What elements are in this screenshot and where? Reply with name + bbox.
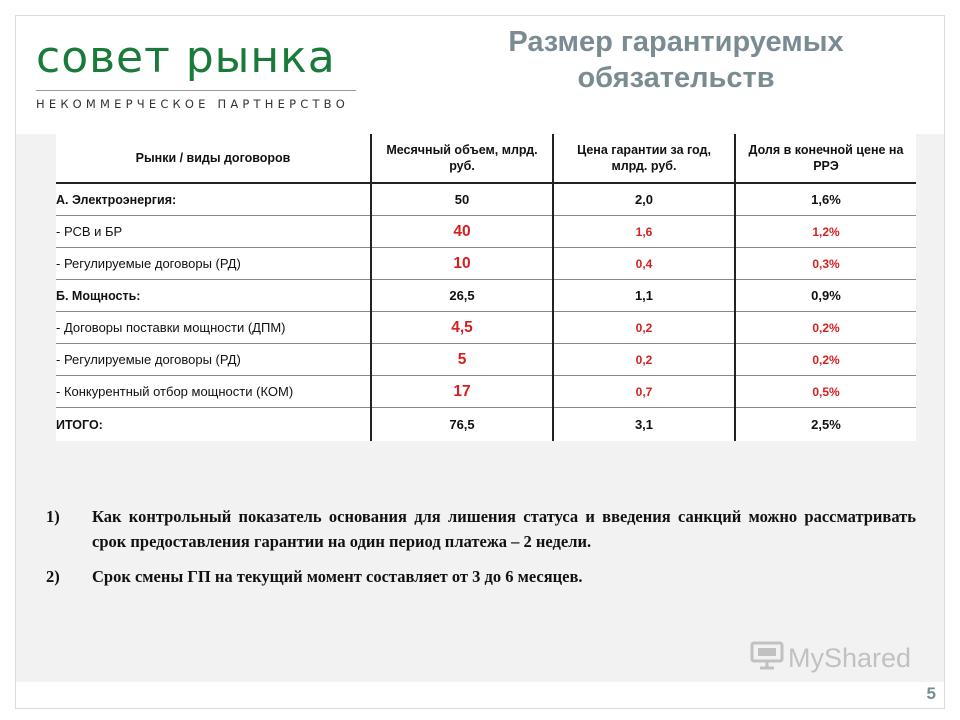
cell-share: 0,5%: [735, 376, 916, 408]
note-text: Как контрольный показатель основания для лишения статуса и введения санкций можно рассматривать срок предоставления гарантии на один период платежа – 2 недели.: [92, 507, 916, 551]
slide-frame: [15, 15, 945, 709]
cell-share: 0,2%: [735, 344, 916, 376]
slide-content: [16, 134, 944, 682]
guarantee-table: [56, 134, 916, 441]
watermark: [750, 640, 911, 677]
cell-volume: 5: [371, 344, 553, 376]
table-row: [56, 344, 916, 376]
cell-share: 0,3%: [735, 248, 916, 280]
cell-share: 1,6%: [735, 183, 916, 216]
table-header-row: [56, 134, 916, 183]
notes-list: [46, 504, 916, 599]
table-row: [56, 248, 916, 280]
cell-volume: 76,5: [371, 408, 553, 442]
cell-volume: 4,5: [371, 312, 553, 344]
cell-price: 0,4: [553, 248, 735, 280]
cell-volume: 10: [371, 248, 553, 280]
table-row: [56, 216, 916, 248]
cell-share: 2,5%: [735, 408, 916, 442]
row-label: - Регулируемые договоры (РД): [56, 344, 371, 376]
logo-divider: [36, 90, 356, 91]
header-share: Доля в конечной цене на РРЭ: [735, 134, 916, 183]
note-text: Срок смены ГП на текущий момент составляет от 3 до 6 месяцев.: [92, 567, 583, 586]
table-row: [56, 183, 916, 216]
cell-volume: 17: [371, 376, 553, 408]
cell-price: 0,2: [553, 312, 735, 344]
row-label: - РСВ и БР: [56, 216, 371, 248]
row-label: Б. Мощность:: [56, 280, 371, 312]
cell-price: 0,2: [553, 344, 735, 376]
list-item: [46, 564, 916, 589]
header-price: Цена гарантии за год, млрд. руб.: [553, 134, 735, 183]
row-label: ИТОГО:: [56, 417, 103, 432]
note-number: 2): [46, 567, 60, 586]
page-number: 5: [926, 684, 936, 703]
slide-header: [16, 16, 944, 134]
page-title: Размер гарантируемых обязательств: [508, 26, 844, 94]
watermark-text: MyShared: [788, 643, 912, 673]
cell-share: 0,9%: [735, 280, 916, 312]
slide-footer: [16, 682, 944, 708]
cell-price: 1,1: [553, 280, 735, 312]
note-number: 1): [46, 507, 60, 526]
cell-volume: 40: [371, 216, 553, 248]
cell-price: 1,6: [553, 216, 735, 248]
row-label: А. Электроэнергия:: [56, 183, 371, 216]
list-item: [46, 504, 916, 554]
header-markets: Рынки / виды договоров: [56, 134, 371, 183]
cell-share: 0,2%: [735, 312, 916, 344]
cell-share: 1,2%: [735, 216, 916, 248]
row-label: - Регулируемые договоры (РД): [56, 248, 371, 280]
row-label: - Договоры поставки мощности (ДПМ): [56, 312, 371, 344]
cell-volume: 26,5: [371, 280, 553, 312]
table-row-total: [56, 408, 916, 442]
logo-main-text: совет рынка: [36, 32, 336, 83]
cell-price: 0,7: [553, 376, 735, 408]
header-volume: Месячный объем, млрд. руб.: [371, 134, 553, 183]
cell-price: 3,1: [553, 408, 735, 442]
logo-subtitle: НЕКОММЕРЧЕСКОЕ ПАРТНЕРСТВО: [36, 97, 350, 111]
table-row: [56, 376, 916, 408]
cell-price: 2,0: [553, 183, 735, 216]
logo: [36, 32, 366, 111]
row-label: - Конкурентный отбор мощности (КОМ): [56, 376, 371, 408]
presentation-icon: [750, 640, 784, 677]
table-row: [56, 312, 916, 344]
cell-volume: 50: [371, 183, 553, 216]
table-row: [56, 280, 916, 312]
